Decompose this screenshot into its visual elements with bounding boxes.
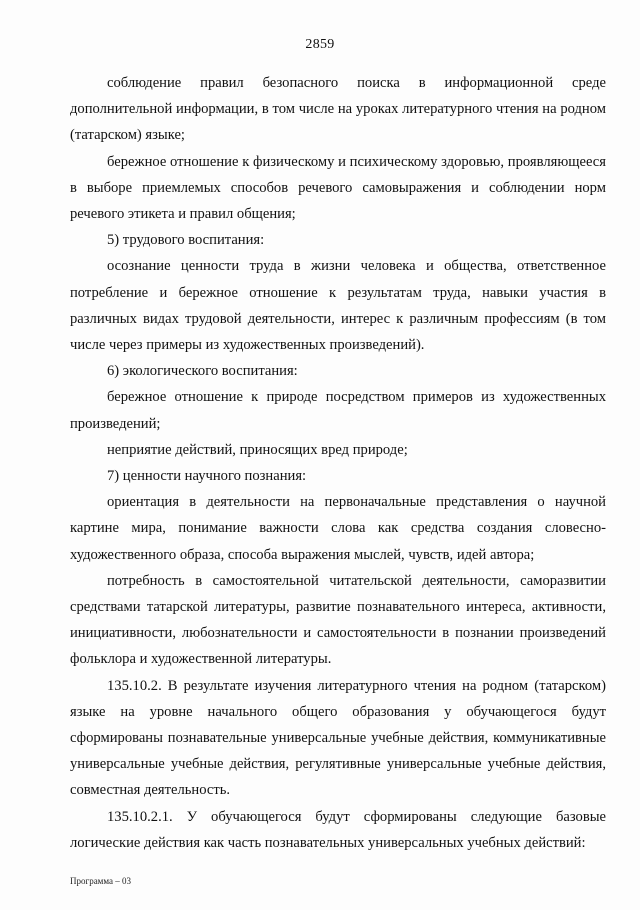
- paragraph-nature-harm: неприятие действий, приносящих вред природе;: [107, 441, 408, 458]
- footer-program-label: Программа – 03: [70, 876, 132, 886]
- paragraph-nature-care: бережное отношение к природе посредством примеров из художественных произведений;: [70, 389, 606, 432]
- paragraph-section-135-10-2: 135.10.2. В результате изучения литературного чтения на родном (татарском) языке на уровне начального общего образования у обучающегося будут сформированы познавательные универсальные учебные действия, коммуникативные универсальные учебные действия, регулятивные универсальные учебные действия, совместная деятельность.: [70, 677, 606, 799]
- page-number: 2859: [305, 37, 335, 52]
- heading-labor-education: 5) трудового воспитания:: [107, 232, 265, 249]
- paragraph-labor-value: осознание ценности труда в жизни человека и общества, ответственное потребление и бережное отношение к результатам труда, навыки участия в различных видах трудовой деятельности, интерес к различным профессиям (в том числе через примеры из художественных произведений).: [70, 258, 606, 354]
- paragraph-section-135-10-2-1: 135.10.2.1. У обучающегося будут сформированы следующие базовые логические действия как часть познавательных универсальных учебных действий:: [70, 808, 606, 851]
- paragraph-health: бережное отношение к физическому и психическому здоровью, проявляющееся в выборе приемлемых способов речевого самовыражения и соблюдении норм речевого этикета и правил общения;: [70, 153, 606, 223]
- heading-scientific-knowledge: 7) ценности научного познания:: [107, 468, 307, 485]
- document-body: [70, 70, 606, 856]
- paragraph-reading-need: потребность в самостоятельной читательской деятельности, саморазвитии средствами татарской литературы, развитие познавательного интереса, активности, инициативности, любознательности и самостоятельности в познании произведений фольклора и художественной литературы.: [70, 572, 606, 668]
- heading-ecological-education: 6) экологического воспитания:: [107, 363, 298, 380]
- paragraph-safe-search: соблюдение правил безопасного поиска в информационной среде дополнительной информации, в том числе на уроках литературного чтения на родном (татарском) языке;: [70, 75, 606, 144]
- paragraph-world-picture: ориентация в деятельности на первоначальные представления о научной картине мира, понимание важности слова как средства создания словесно-художественного образа, способа выражения мыслей, чувств, идей автора;: [70, 494, 606, 563]
